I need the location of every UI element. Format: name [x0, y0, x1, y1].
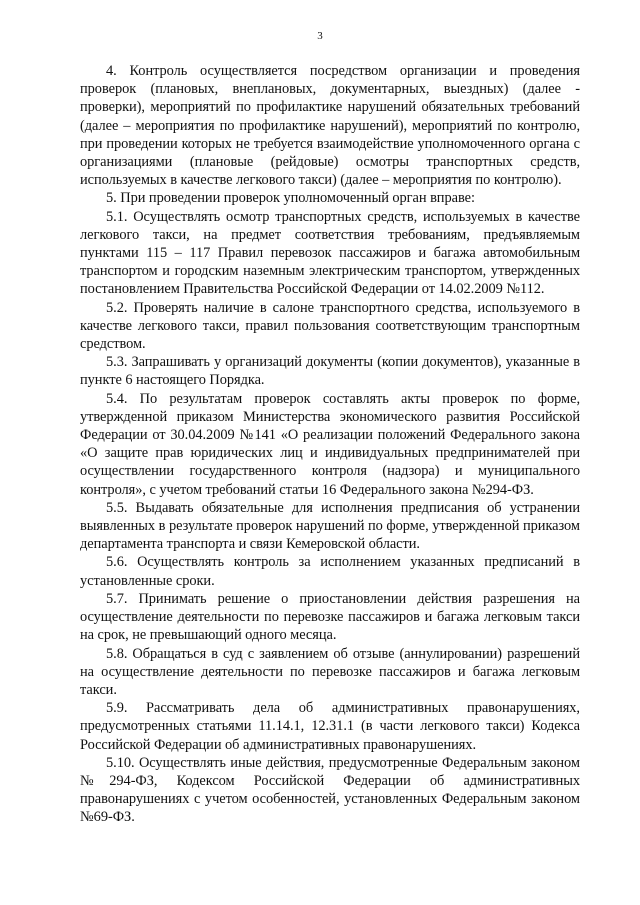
page-number: 3	[317, 30, 323, 42]
paragraph-5-6: 5.6. Осуществлять контроль за исполнением указанных предписаний в установленные сроки.	[80, 554, 580, 589]
paragraph-4-control: 4. Контроль осуществляется посредством организации и проведения проверок (плановых, внеплановых, документарных, выездных) (далее - проверки), мероприятий по профилактике нарушений обязательных требований (далее – мероприятия по профилактике нарушений), мероприятий по контролю, при проведении которых не требуется взаимодействие уполномоченного органа с организациями (плановые (рейдовые) осмотры транспортных средств, используемых в качестве легкового такси) (далее – мероприятия по контролю).	[80, 63, 580, 189]
paragraph-5-10: 5.10. Осуществлять иные действия, предусмотренные Федеральным законом №294-ФЗ, Кодексом Российской Федерации об административных правонарушениях с учетом особенностей, установленных Федеральным законом №69-ФЗ.	[80, 754, 580, 826]
paragraph-5-4: 5.4. По результатам проверок составлять акты проверок по форме, утвержденной приказом Министерства экономического развития Российской Федерации от 30.04.2009 №141 «О реализации положений Федерального закона «О защите прав юридических лиц и индивидуальных предпринимателей при осуществлении государственного контроля (надзора) и муниципального контроля», с учетом требований статьи 16 Федерального закона №294-ФЗ.	[80, 390, 580, 498]
paragraph-5-7: 5.7. Принимать решение о приостановлении действия разрешения на осуществление деятельности по перевозке пассажиров и багажа легковым такси на срок, не превышающий одного месяца.	[80, 590, 580, 644]
paragraph-5-1: 5.1. Осуществлять осмотр транспортных средств, используемых в качестве легкового такси, на предмет соответствия требованиям, предъявляемым пунктами 115 – 117 Правил перевозок пассажиров и багажа автомобильным транспортом и городским наземным электрическим транспортом, утвержденных постановлением Правительства Российской Федерации от 14.02.2009 №112.	[80, 208, 580, 298]
paragraph-5-intro: 5. При проведении проверок уполномоченный орган вправе:	[106, 190, 475, 207]
paragraph-5-5: 5.5. Выдавать обязательные для исполнения предписания об устранении выявленных в результате проверок нарушений по форме, утвержденной приказом департамента транспорта и связи Кемеровской области.	[80, 499, 580, 553]
document-body	[80, 62, 580, 827]
paragraph-5-2: 5.2. Проверять наличие в салоне транспортного средства, используемого в качестве легкового такси, правил пользования соответствующим транспортным средством.	[80, 299, 580, 353]
paragraph-5-8: 5.8. Обращаться в суд с заявлением об отзыве (аннулировании) разрешений на осуществление деятельности по перевозке пассажиров и багажа легковым такси.	[80, 645, 580, 698]
paragraph-5-9: 5.9. Рассматривать дела об административных правонарушениях, предусмотренных статьями 11.14.1, 12.31.1 (в части легкового такси) Кодекса Российской Федерации об административных правонарушениях.	[80, 700, 580, 753]
paragraph-5-3: 5.3. Запрашивать у организаций документы (копии документов), указанные в пункте 6 настоящего Порядка.	[80, 354, 580, 389]
